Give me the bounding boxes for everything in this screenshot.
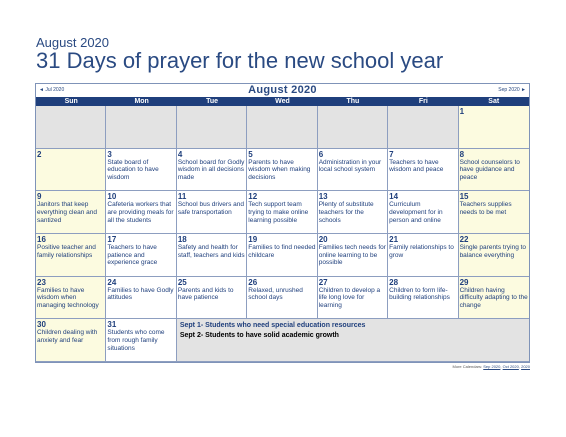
day-note: School counselors to have guidance and peace bbox=[459, 158, 520, 181]
day-cell-21[interactable] bbox=[388, 234, 458, 277]
day-number: 18 bbox=[177, 235, 187, 244]
weekday-mon: Mon bbox=[134, 98, 149, 105]
day-cell-30[interactable] bbox=[36, 319, 106, 362]
day-note: Families tech needs for online learning to be possible bbox=[318, 244, 386, 267]
day-note: Children to form life-building relationships bbox=[389, 286, 450, 302]
day-number: 11 bbox=[177, 192, 187, 202]
weekday-sun: Sun bbox=[64, 98, 78, 105]
day-cell-29[interactable] bbox=[459, 277, 529, 320]
day-cell-11[interactable] bbox=[177, 191, 247, 234]
day-number: 2 bbox=[37, 149, 42, 159]
day-cell-17[interactable] bbox=[106, 234, 176, 277]
day-cell-22[interactable] bbox=[459, 234, 529, 277]
empty-day-cell bbox=[388, 106, 458, 149]
next-month-link[interactable]: Sep 2020 ► bbox=[498, 87, 526, 93]
day-cell-18[interactable] bbox=[177, 234, 247, 277]
day-cell-12[interactable] bbox=[247, 191, 317, 234]
prev-month-link[interactable]: ◄ Jul 2020 bbox=[39, 87, 65, 93]
day-note: Teachers to have wisdom and peace bbox=[389, 158, 444, 174]
day-note: Parents to have wisdom when making decisions bbox=[248, 158, 311, 181]
day-cell-25[interactable] bbox=[177, 277, 247, 320]
day-note: Children to develop a life long love for learning bbox=[318, 286, 381, 309]
day-note: Teachers to have patience and experience grace bbox=[107, 244, 158, 267]
sept-note-1: Sept 1- Students who need special education resources bbox=[179, 322, 366, 330]
day-number: 6 bbox=[318, 149, 324, 159]
day-note: Positive teacher and family relationships bbox=[37, 244, 96, 259]
day-note: Families to have wisdom when managing technology bbox=[37, 286, 99, 309]
footer-link-sep-2020[interactable]: Sep 2020 bbox=[483, 364, 501, 369]
day-number: 1 bbox=[459, 107, 465, 116]
day-cell-9[interactable] bbox=[36, 191, 106, 234]
day-note: Families to find needed childcare bbox=[248, 244, 316, 259]
day-cell-26[interactable] bbox=[247, 277, 317, 320]
day-note: Teachers supplies needs to be met bbox=[459, 201, 512, 216]
empty-day-cell bbox=[177, 106, 247, 149]
day-cell-24[interactable] bbox=[106, 277, 176, 320]
day-note: Janitors that keep everything clean and santized bbox=[37, 201, 97, 224]
day-number: 23 bbox=[37, 277, 46, 287]
page-subtitle: August 2020 bbox=[36, 35, 110, 50]
day-note: Cafeteria workers that are providing meals for all the students bbox=[107, 201, 174, 224]
day-number: 3 bbox=[107, 149, 112, 159]
day-note: Parents and kids to have patience bbox=[177, 286, 234, 302]
day-cell-8[interactable] bbox=[459, 149, 529, 192]
calendar bbox=[35, 83, 530, 363]
day-note: Families to have Godly attitudes bbox=[107, 286, 174, 302]
day-cell-31[interactable] bbox=[106, 319, 176, 362]
day-number: 5 bbox=[248, 149, 253, 159]
day-number: 31 bbox=[107, 320, 117, 330]
day-number: 17 bbox=[107, 235, 117, 244]
footer-prefix: More Calendars: bbox=[452, 364, 483, 369]
september-notes-cell bbox=[177, 319, 529, 362]
day-number: 13 bbox=[318, 192, 328, 202]
day-note: Children dealing with anxiety and fear bbox=[37, 329, 98, 344]
day-note: School board for Godly wisdom in all decisions made bbox=[177, 158, 245, 181]
day-number: 20 bbox=[318, 235, 328, 244]
empty-day-cell bbox=[106, 106, 176, 149]
day-number: 24 bbox=[107, 277, 117, 287]
day-number: 12 bbox=[248, 192, 258, 202]
day-number: 26 bbox=[248, 277, 258, 287]
day-number: 7 bbox=[389, 149, 394, 159]
calendar-grid bbox=[36, 106, 529, 362]
day-note: Tech support team trying to make online learning possible bbox=[248, 201, 309, 224]
day-note: Family relationships to grow bbox=[389, 244, 454, 259]
day-number: 10 bbox=[107, 192, 117, 202]
day-cell-7[interactable] bbox=[388, 149, 458, 192]
day-cell-4[interactable] bbox=[177, 149, 247, 192]
day-number: 16 bbox=[37, 235, 46, 244]
weekday-sat: Sat bbox=[488, 98, 500, 105]
day-cell-2[interactable] bbox=[36, 149, 106, 192]
day-note: Plenty of substitute teachers for the schools bbox=[318, 201, 374, 224]
day-note: Students who come from rough family situations bbox=[107, 329, 165, 352]
day-cell-20[interactable] bbox=[318, 234, 388, 277]
empty-day-cell bbox=[247, 106, 317, 149]
day-cell-27[interactable] bbox=[318, 277, 388, 320]
page-title: 31 Days of prayer for the new school year bbox=[36, 48, 444, 73]
day-number: 25 bbox=[177, 277, 187, 287]
day-note: State board of education to have wisdom bbox=[107, 158, 159, 181]
day-cell-23[interactable] bbox=[36, 277, 106, 320]
day-cell-16[interactable] bbox=[36, 234, 106, 277]
day-note: Curriculum development for in person and online bbox=[389, 201, 443, 224]
day-number: 15 bbox=[459, 192, 469, 202]
day-cell-3[interactable] bbox=[106, 149, 176, 192]
empty-day-cell bbox=[36, 106, 106, 149]
weekday-header-row bbox=[36, 97, 529, 106]
day-cell-15[interactable] bbox=[459, 191, 529, 234]
day-number: 14 bbox=[389, 192, 399, 202]
weekday-wed: Wed bbox=[275, 98, 290, 105]
day-note: Relaxed, unrushed school days bbox=[248, 286, 303, 302]
day-number: 28 bbox=[389, 277, 399, 287]
day-note: Single parents trying to balance everything bbox=[459, 244, 527, 259]
day-cell-13[interactable] bbox=[318, 191, 388, 234]
day-number: 4 bbox=[177, 149, 183, 159]
empty-day-cell bbox=[318, 106, 388, 149]
day-note: Children having difficulty adapting to the change bbox=[459, 286, 528, 309]
day-cell-14[interactable] bbox=[388, 191, 458, 234]
day-note: Safety and health for staff, teachers and kids bbox=[177, 244, 245, 259]
day-number: 19 bbox=[248, 235, 258, 244]
weekday-tue: Tue bbox=[206, 98, 219, 105]
day-number: 27 bbox=[318, 277, 328, 287]
day-number: 21 bbox=[389, 235, 399, 244]
day-cell-1[interactable] bbox=[459, 106, 529, 149]
day-cell-28[interactable] bbox=[388, 277, 458, 320]
calendar-nav bbox=[36, 84, 529, 97]
footer-link-2020[interactable]: 2020 bbox=[521, 364, 530, 369]
footer-link-oct-2020[interactable]: Oct 2020 bbox=[502, 364, 519, 369]
day-number: 29 bbox=[459, 277, 469, 287]
day-number: 22 bbox=[459, 235, 469, 244]
day-cell-19[interactable] bbox=[247, 234, 317, 277]
day-note: Administration in your local school system bbox=[318, 158, 382, 174]
day-cell-6[interactable] bbox=[318, 149, 388, 192]
day-number: 30 bbox=[37, 320, 46, 330]
weekday-fri: Fri bbox=[418, 98, 428, 105]
day-number: 9 bbox=[37, 192, 42, 202]
day-note: School bus drivers and safe transportation bbox=[177, 201, 244, 216]
weekday-thu: Thu bbox=[346, 98, 360, 105]
more-calendars-footer: More Calendars: Sep 2020, Oct 2020, 2020 bbox=[452, 364, 530, 369]
day-number: 8 bbox=[459, 149, 465, 159]
day-cell-5[interactable] bbox=[247, 149, 317, 192]
sept-note-2: Sept 2- Students to have solid academic growth bbox=[179, 332, 339, 340]
day-cell-10[interactable] bbox=[106, 191, 176, 234]
calendar-month-title: August 2020 bbox=[248, 84, 317, 96]
